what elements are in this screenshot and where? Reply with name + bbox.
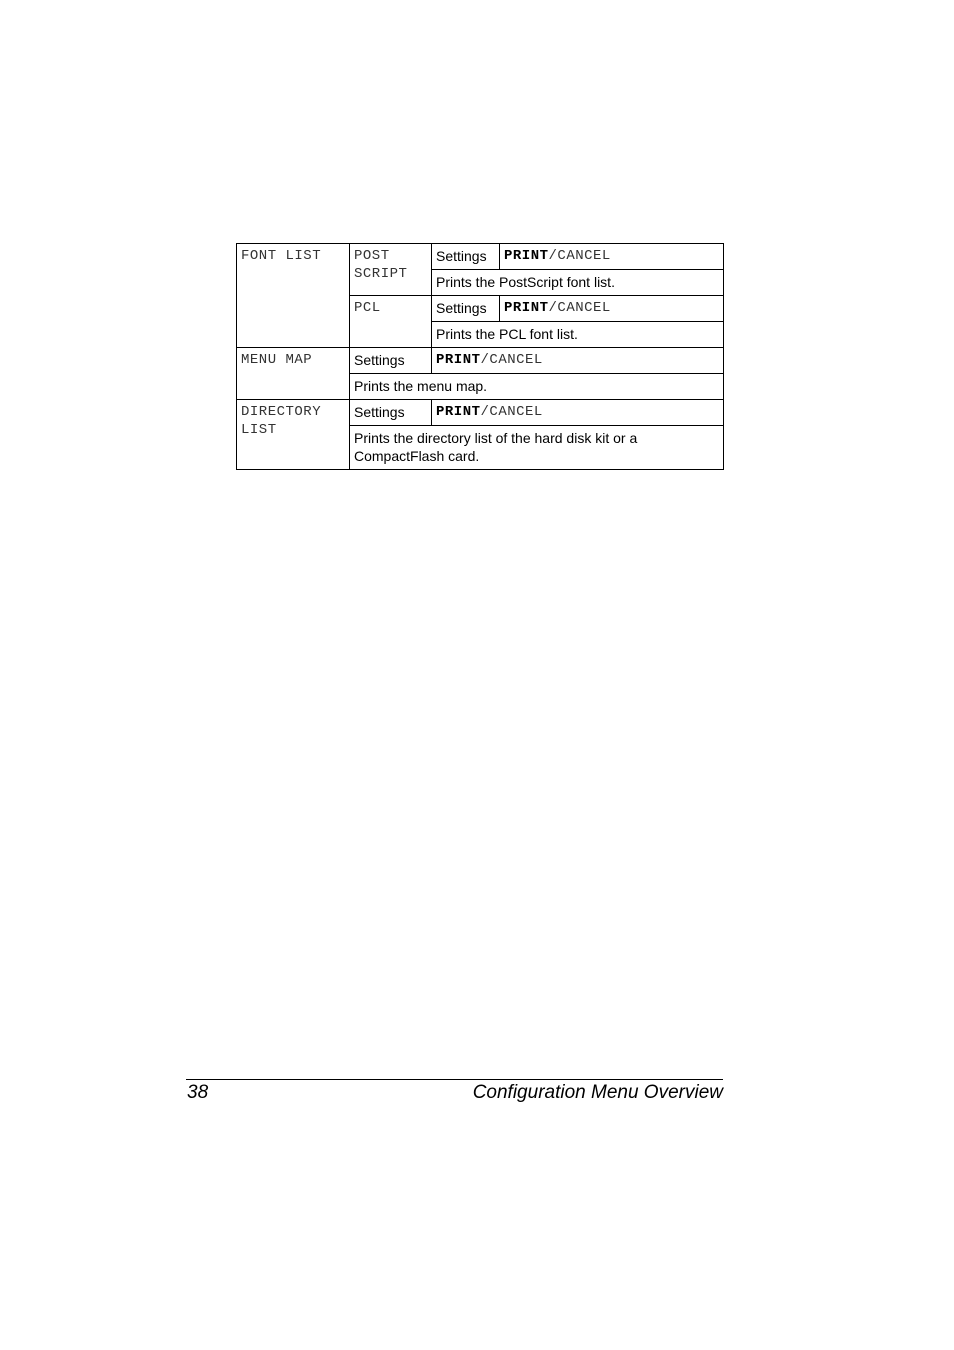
directory-list-other-values: /CANCEL [480,404,543,420]
directory-list-label: DIRECTORY LIST [237,400,350,470]
postscript-other-values: /CANCEL [548,248,611,264]
directory-list-settings-label: Settings [350,400,432,426]
menu-map-other-values: /CANCEL [480,352,543,368]
menu-map-settings-value [432,348,724,374]
directory-list-settings-value [432,400,724,426]
page-number: 38 [187,1082,209,1103]
pcl-label: PCL [350,296,432,348]
postscript-default-value: PRINT [504,248,549,264]
config-menu-table [236,243,724,470]
menu-map-settings-label: Settings [350,348,432,374]
pcl-other-values: /CANCEL [548,300,611,316]
postscript-settings-label: Settings [432,244,500,270]
pcl-description: Prints the PCL font list. [432,322,724,348]
postscript-settings-value [500,244,724,270]
menu-map-description: Prints the menu map. [350,374,724,400]
font-list-label: FONT LIST [237,244,350,348]
pcl-settings-value [500,296,724,322]
directory-list-default-value: PRINT [436,404,481,420]
menu-map-label: MENU MAP [237,348,350,400]
footer-rule [186,1079,723,1080]
section-title: Configuration Menu Overview [472,1082,723,1103]
postscript-label: POST SCRIPT [350,244,432,296]
postscript-description: Prints the PostScript font list. [432,270,724,296]
pcl-default-value: PRINT [504,300,549,316]
directory-list-description: Prints the directory list of the hard disk kit or a CompactFlash card. [350,426,724,470]
menu-map-default-value: PRINT [436,352,481,368]
pcl-settings-label: Settings [432,296,500,322]
